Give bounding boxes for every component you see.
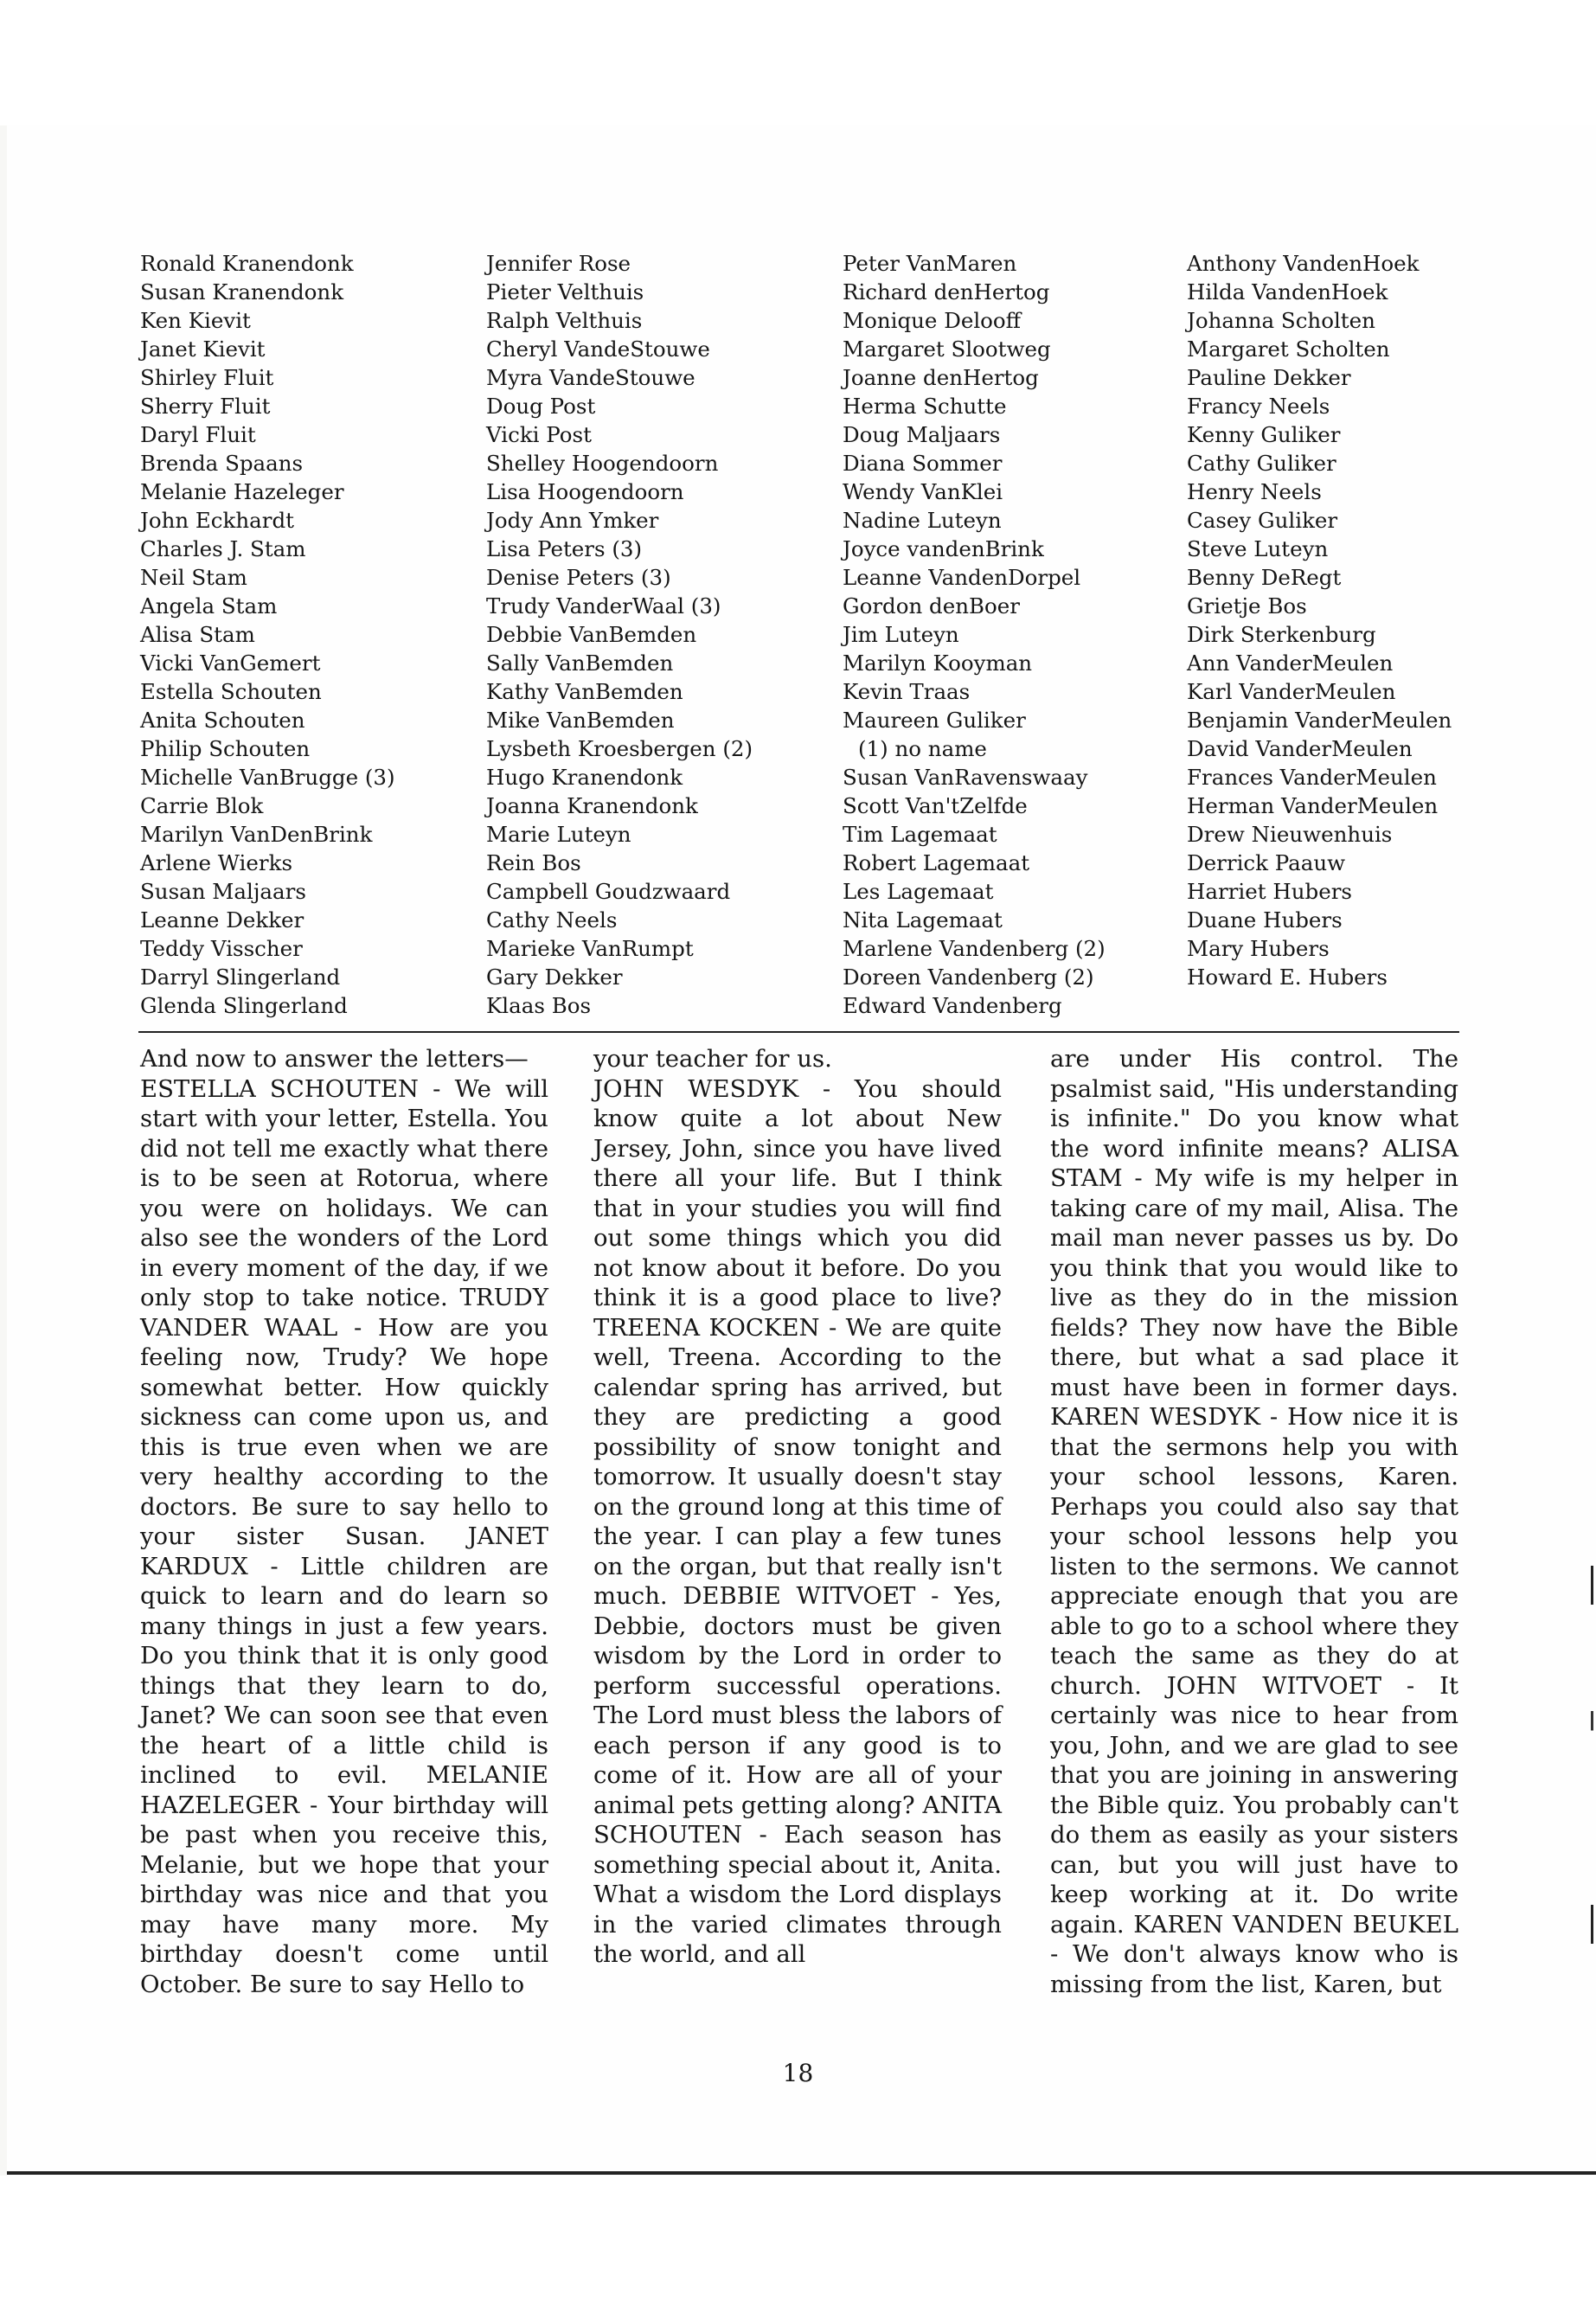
name-entry: Drew Nieuwenhuis bbox=[1187, 822, 1393, 847]
name-entry: Les Lagemaat bbox=[843, 879, 994, 904]
letters-column-2 bbox=[593, 1044, 1002, 1970]
name-entry: Charles J. Stam bbox=[140, 536, 306, 561]
name-entry: Francy Neels bbox=[1187, 394, 1330, 419]
name-entry: Margaret Scholten bbox=[1187, 336, 1390, 362]
name-entry: Harriet Hubers bbox=[1187, 879, 1352, 904]
name-entry: Susan Maljaars bbox=[140, 879, 306, 904]
section-divider bbox=[138, 1031, 1459, 1033]
name-entry: Doreen Vandenberg (2) bbox=[843, 965, 1094, 990]
name-entry: Herman VanderMeulen bbox=[1187, 793, 1439, 818]
name-entry: Marlene Vandenberg (2) bbox=[843, 936, 1106, 961]
letters-section bbox=[0, 1044, 1596, 2030]
name-entry: Susan Kranendonk bbox=[140, 279, 344, 304]
name-entry: Shelley Hoogendoorn bbox=[486, 451, 719, 476]
name-entry: David VanderMeulen bbox=[1187, 736, 1413, 761]
name-entry: (1) no name bbox=[858, 736, 987, 761]
name-entry: Kathy VanBemden bbox=[486, 679, 683, 704]
name-entry: Lysbeth Kroesbergen (2) bbox=[486, 736, 753, 761]
name-entry: Trudy VanderWaal (3) bbox=[486, 593, 721, 619]
name-entry: Marilyn Kooyman bbox=[843, 651, 1033, 676]
name-entry: John Eckhardt bbox=[140, 508, 294, 533]
name-entry: Henry Neels bbox=[1187, 479, 1322, 504]
name-entry: Cathy Guliker bbox=[1187, 451, 1336, 476]
name-entry: Pieter Velthuis bbox=[486, 279, 644, 304]
name-entry: Joanna Kranendonk bbox=[486, 793, 698, 818]
name-entry: Denise Peters (3) bbox=[486, 565, 671, 590]
name-entry: Vicki Post bbox=[486, 422, 592, 447]
name-entry: Hilda VandenHoek bbox=[1187, 279, 1388, 304]
name-column-3 bbox=[843, 249, 1106, 1020]
name-entry: Myra VandeStouwe bbox=[486, 365, 695, 390]
name-entry: Casey Guliker bbox=[1187, 508, 1338, 533]
name-entry: Dirk Sterkenburg bbox=[1187, 622, 1376, 647]
page-number: 18 bbox=[782, 2059, 814, 2087]
name-entry: Lisa Hoogendoorn bbox=[486, 479, 684, 504]
name-entry: Jim Luteyn bbox=[843, 622, 959, 647]
name-entry: Anita Schouten bbox=[140, 708, 305, 733]
name-entry: Campbell Goudzwaard bbox=[486, 879, 731, 904]
name-entry: Lisa Peters (3) bbox=[486, 536, 643, 561]
name-entry: Angela Stam bbox=[140, 593, 278, 619]
name-entry: Karl VanderMeulen bbox=[1187, 679, 1396, 704]
name-entry: Vicki VanGemert bbox=[140, 651, 321, 676]
name-entry: Peter VanMaren bbox=[843, 251, 1017, 276]
name-entry: Gordon denBoer bbox=[843, 593, 1020, 619]
name-entry: Duane Hubers bbox=[1187, 907, 1343, 933]
name-entry: Frances VanderMeulen bbox=[1187, 765, 1437, 790]
name-entry: Nadine Luteyn bbox=[843, 508, 1002, 533]
name-entry: Estella Schouten bbox=[140, 679, 322, 704]
name-entry: Derrick Paauw bbox=[1187, 850, 1346, 875]
name-entry: Jody Ann Ymker bbox=[486, 508, 659, 533]
name-column-2 bbox=[486, 249, 753, 1020]
name-entry: Klaas Bos bbox=[486, 993, 592, 1018]
name-entry: Joyce vandenBrink bbox=[843, 536, 1044, 561]
name-entry: Scott Van'tZelfde bbox=[843, 793, 1028, 818]
name-entry: Melanie Hazeleger bbox=[140, 479, 344, 504]
name-entry: Cathy Neels bbox=[486, 907, 618, 933]
name-entry: Ken Kievit bbox=[140, 308, 251, 333]
name-entry: Sherry Fluit bbox=[140, 394, 271, 419]
name-entry: Grietje Bos bbox=[1187, 593, 1307, 619]
name-entry: Michelle VanBrugge (3) bbox=[140, 765, 395, 790]
name-entry: Susan VanRavenswaay bbox=[843, 765, 1088, 790]
name-entry: Brenda Spaans bbox=[140, 451, 304, 476]
name-entry: Hugo Kranendonk bbox=[486, 765, 683, 790]
name-entry: Robert Lagemaat bbox=[843, 850, 1030, 875]
name-entry: Leanne VandenDorpel bbox=[843, 565, 1081, 590]
name-entry: Glenda Slingerland bbox=[140, 993, 348, 1018]
name-entry: Teddy Visscher bbox=[140, 936, 303, 961]
name-entry: Monique Delooff bbox=[843, 308, 1022, 333]
name-entry: Gary Dekker bbox=[486, 965, 623, 990]
name-entry: Arlene Wierks bbox=[140, 850, 293, 875]
scan-margin bbox=[0, 0, 1596, 125]
name-entry: Ann VanderMeulen bbox=[1187, 651, 1394, 676]
letters-text-1: ESTELLA SCHOUTEN - We will start with your letter, Estella. You did not tell me exactly what there is to be seen at Rotorua, where you were on holidays. We can also see the wonders of the Lord in every moment of the day, if we only stop to take notice. TRUDY VANDER WAAL - How are you feeling now, Trudy? We hope somewhat better. How quickly sickness can come upon us, and this is true even when we are very healthy according to the doctors. Be sure to say hello to your sister Susan. JANET KARDUX - Little children are quick to learn and do learn so many things in just a few years. Do you think that it is only good things that they learn to do, Janet? We can soon see that even the heart of a little child is inclined to evil. MELANIE HAZELEGER - Your birthday will be past when you receive this, Melanie, but we hope that your birthday was nice and that you may have many more. My birthday doesn't come until October. Be sure to say Hello to bbox=[140, 1074, 548, 1998]
name-entry: Diana Sommer bbox=[843, 451, 1003, 476]
name-entry: Kevin Traas bbox=[843, 679, 971, 704]
name-entry: Nita Lagemaat bbox=[843, 907, 1003, 933]
name-entry: Marieke VanRumpt bbox=[486, 936, 694, 961]
letters-continuation: your teacher for us. bbox=[593, 1045, 832, 1073]
name-entry: Ronald Kranendonk bbox=[140, 251, 354, 276]
name-entry: Neil Stam bbox=[140, 565, 247, 590]
letters-column-3 bbox=[1050, 1044, 1458, 1999]
name-entry: Joanne denHertog bbox=[843, 365, 1039, 390]
name-entry: Alisa Stam bbox=[140, 622, 255, 647]
name-entry: Wendy VanKlei bbox=[843, 479, 1003, 504]
name-column-1 bbox=[140, 249, 395, 1020]
name-entry: Margaret Slootweg bbox=[843, 336, 1051, 362]
name-entry: Rein Bos bbox=[486, 850, 581, 875]
letters-intro: And now to answer the letters— bbox=[140, 1045, 529, 1073]
name-entry: Sally VanBemden bbox=[486, 651, 674, 676]
letters-text-2: JOHN WESDYK - You should know quite a lot about New Jersey, John, since you have lived there all your life. But I think that in your studies you will find out some things which you did not know about it before. Do you think it is a good place to live? TREENA KOCKEN - We are quite well, Treena. According to the calendar spring has arrived, but they are predicting a good possibility of snow tonight and tomorrow. It usually doesn't stay on the ground long at this time of the year. I can play a few tunes on the organ, but that really isn't much. DEBBIE WITVOET - Yes, Debbie, doctors must be given wisdom by the Lord in order to perform successful operations. The Lord must bless the labors of each person if any good is to come of it. How are all of your animal pets getting along? ANITA SCHOUTEN - Each season has something special about it, Anita. What a wisdom the Lord displays in the varied climates through the world, and all bbox=[593, 1074, 1002, 1968]
name-entry: Steve Luteyn bbox=[1187, 536, 1329, 561]
name-entry: Doug Maljaars bbox=[843, 422, 1001, 447]
name-entry: Marilyn VanDenBrink bbox=[140, 822, 373, 847]
name-entry: Anthony VandenHoek bbox=[1187, 251, 1420, 276]
name-entry: Ralph Velthuis bbox=[486, 308, 643, 333]
name-entry: Mary Hubers bbox=[1187, 936, 1330, 961]
name-entry: Daryl Fluit bbox=[140, 422, 256, 447]
name-entry: Cheryl VandeStouwe bbox=[486, 336, 710, 362]
name-entry: Debbie VanBemden bbox=[486, 622, 697, 647]
letters-text-3: are under His control. The psalmist said, "His understanding is infinite." Do you know what the word infinite means? ALISA STAM - My wife is my helper in taking care of my mail, Alisa. The mail man never passes us by. Do you think that you would like to live as they do in the mission fields? They now have the Bible there, but what a sad place it must have been in former days. KAREN WESDYK - How nice it is that the sermons help you with your school lessons, Karen. Perhaps you could also say that your school lessons help you listen to the sermons. We cannot appreciate enough that you are able to go to a school where they teach the same as they do at church. JOHN WITVOET - It certainly was nice to hear from you, John, and we are glad to see that you are joining in answering the Bible quiz. You probably can't do them as easily as your sisters can, but you will just have to keep working at it. Do write again. KAREN VANDEN BEUKEL - We don't always know who is missing from the list, Karen, but bbox=[1050, 1045, 1458, 1998]
name-entry: Benjamin VanderMeulen bbox=[1187, 708, 1452, 733]
name-entry: Kenny Guliker bbox=[1187, 422, 1341, 447]
name-entry: Mike VanBemden bbox=[486, 708, 675, 733]
name-entry: Pauline Dekker bbox=[1187, 365, 1351, 390]
name-entry: Howard E. Hubers bbox=[1187, 965, 1388, 990]
name-entry: Janet Kievit bbox=[140, 336, 266, 362]
name-column-4 bbox=[1187, 249, 1452, 991]
name-entry: Carrie Blok bbox=[140, 793, 264, 818]
name-entry: Herma Schutte bbox=[843, 394, 1007, 419]
name-entry: Richard denHertog bbox=[843, 279, 1050, 304]
bottom-rule bbox=[7, 2171, 1596, 2175]
name-entry: Marie Luteyn bbox=[486, 822, 631, 847]
name-entry: Benny DeRegt bbox=[1187, 565, 1342, 590]
name-entry: Maureen Guliker bbox=[843, 708, 1026, 733]
name-entry: Tim Lagemaat bbox=[843, 822, 997, 847]
name-entry: Shirley Fluit bbox=[140, 365, 274, 390]
name-entry: Doug Post bbox=[486, 394, 596, 419]
name-entry: Darryl Slingerland bbox=[140, 965, 341, 990]
name-entry: Jennifer Rose bbox=[486, 251, 631, 276]
name-entry: Edward Vandenberg bbox=[843, 993, 1062, 1018]
name-entry: Johanna Scholten bbox=[1187, 308, 1375, 333]
name-entry: Philip Schouten bbox=[140, 736, 311, 761]
name-list bbox=[0, 249, 1596, 1023]
name-entry: Leanne Dekker bbox=[140, 907, 304, 933]
letters-column-1 bbox=[140, 1044, 548, 1999]
